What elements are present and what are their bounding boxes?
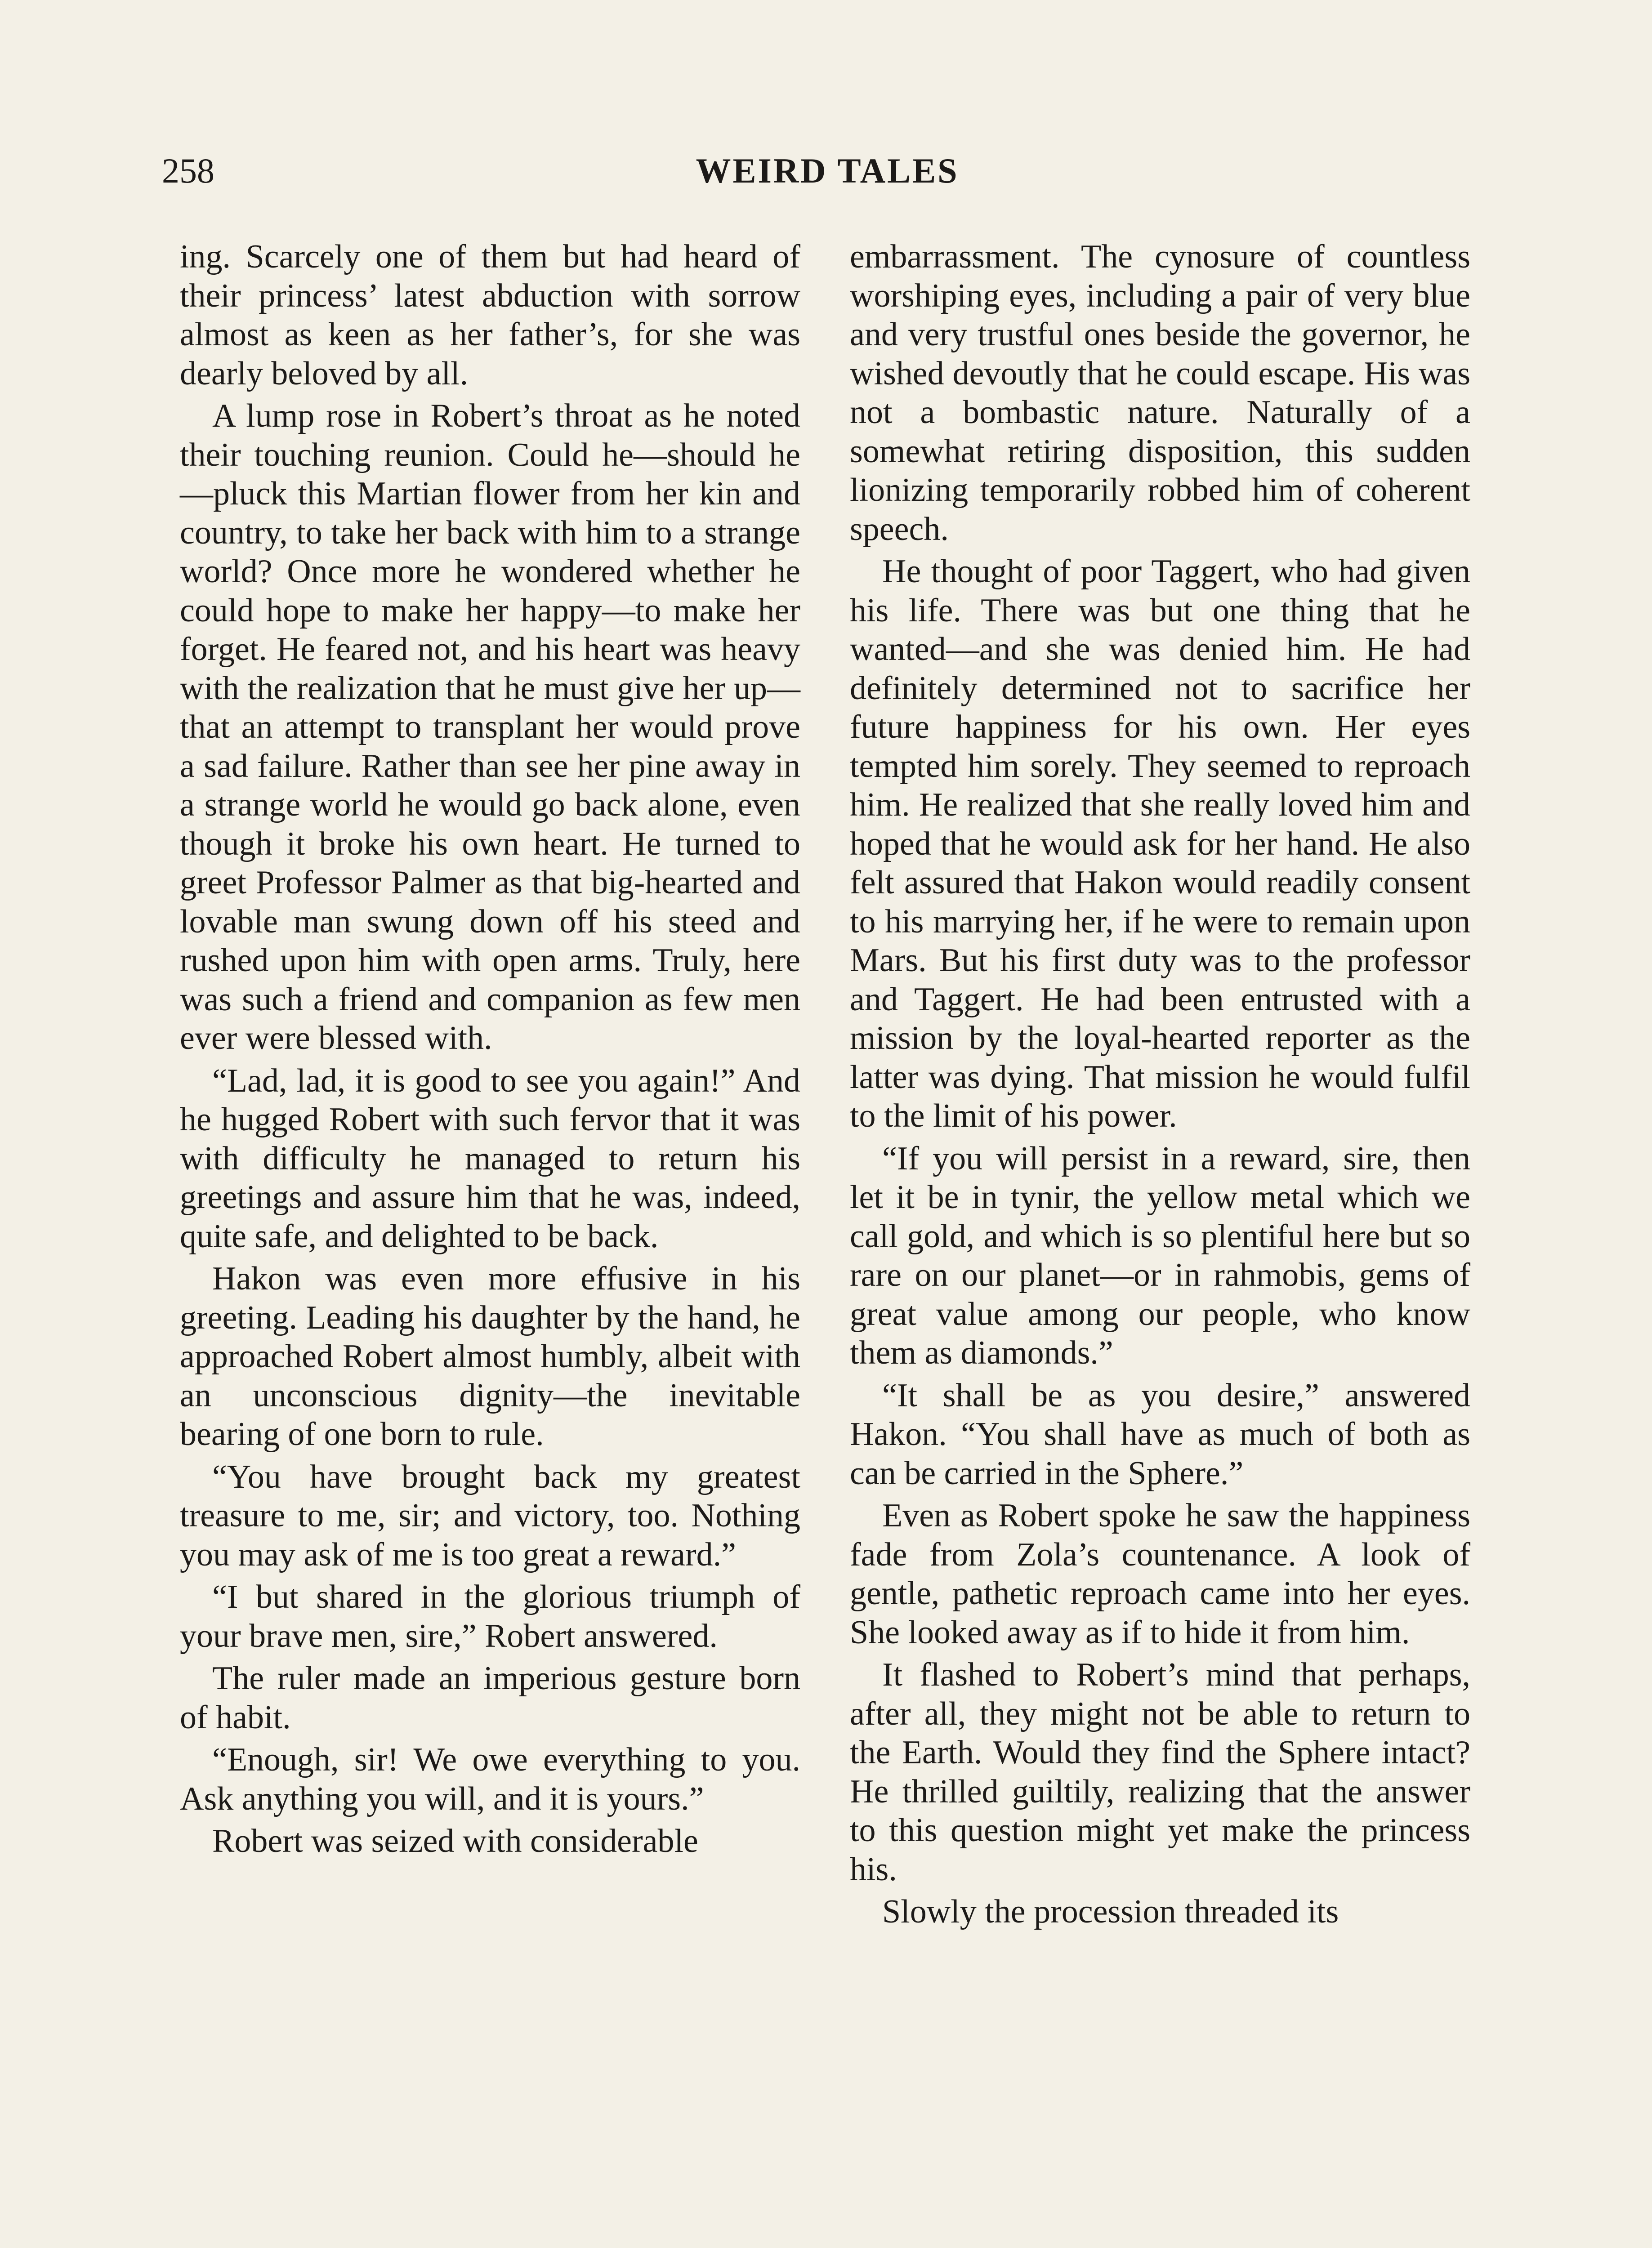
paragraph: Slowly the procession threaded its — [882, 1893, 1339, 1930]
left-column — [180, 237, 800, 1861]
paragraph: “Lad, lad, it is good to see you again!” And he hugged Robert with such fervor that it was with difficulty he managed to return his greetings and assure him that he was, indeed, quite safe, and delighted to be back. — [180, 1062, 800, 1255]
paragraph: ing. Scarcely one of them but had heard of their princess’ latest abduction with sorrow almost as keen as her father’s, for she was dearly beloved by all. — [180, 238, 800, 392]
paragraph: Even as Robert spoke he saw the happiness fade from Zola’s countenance. A look of gentle, pathetic reproach came into her eyes. She looked away as if to hide it from him. — [850, 1497, 1470, 1651]
page-header — [162, 148, 1493, 198]
paragraph: “If you will persist in a reward, sire, then let it be in tynir, the yellow metal which we call gold, and which is so plentiful here but so rare on our planet—or in rahmobis, gems of great value among our people, who know them as diamonds.” — [850, 1140, 1470, 1371]
paragraph: “I but shared in the glorious triumph of your brave men, sire,” Robert answered. — [180, 1579, 800, 1655]
running-title: WEIRD TALES — [696, 151, 959, 190]
paragraph: Robert was seized with considerable — [212, 1823, 698, 1860]
paragraph: A lump rose in Robert’s throat as he noted their touching reunion. Could he—should he—pluck this Martian flower from her kin and country, to take her back with him to a strange world? Once more he wondered whether he could hope to make her happy—to make her forget. He feared not, and his heart was heavy with the realization that he must give her up—that an attempt to transplant her would prove a sad failure. Rather than see her pine away in a strange world he would go back alone, even though it broke his own heart. He turned to greet Professor Palmer as that big-hearted and lovable man swung down off his steed and rushed upon him with open arms. Truly, here was such a friend and companion as few men ever were blessed with. — [180, 397, 800, 1057]
paragraph: “Enough, sir! We owe everything to you. Ask anything you will, and it is yours.” — [180, 1741, 800, 1817]
paragraph: “You have brought back my greatest treasure to me, sir; and victory, too. Nothing you may ask of me is too great a reward.” — [180, 1458, 800, 1573]
paragraph: “It shall be as you desire,” answered Hakon. “You shall have as much of both as can be carried in the Sphere.” — [850, 1377, 1470, 1492]
page-number: 258 — [162, 151, 214, 190]
text-columns — [180, 237, 1493, 2248]
paragraph: Hakon was even more effusive in his greeting. Leading his daughter by the hand, he approached Robert almost humbly, albeit with an unconscious dignity—the inevitable bearing of one born to rule. — [180, 1260, 800, 1453]
paragraph: He thought of poor Taggert, who had given his life. There was but one thing that he wanted—and she was denied him. He had definitely determined not to sacrifice her future happiness for his own. Her eyes tempted him sorely. They seemed to reproach him. He realized that she really loved him and hoped that he would ask for her hand. He also felt assured that Hakon would readily consent to his marrying her, if he were to remain upon Mars. But his first duty was to the professor and Taggert. He had been entrusted with a mission by the loyal-hearted reporter as the latter was dying. That mission he would fulfil to the limit of his power. — [850, 553, 1470, 1134]
paragraph: The ruler made an imperious gesture born of habit. — [180, 1660, 800, 1736]
paragraph: embarrassment. The cynosure of countless worshiping eyes, including a pair of very blue and very trustful ones beside the governor, he wished devoutly that he could escape. His was not a bombastic nature. Naturally of a somewhat retiring disposition, this sudden lionizing temporarily robbed him of coherent speech. — [850, 238, 1470, 548]
paragraph: It flashed to Robert’s mind that perhaps, after all, they might not be able to return to the Earth. Would they find the Sphere intact? He thrilled guiltily, realizing that the answer to this question might yet make the princess his. — [850, 1656, 1470, 1888]
right-column — [850, 237, 1470, 1931]
